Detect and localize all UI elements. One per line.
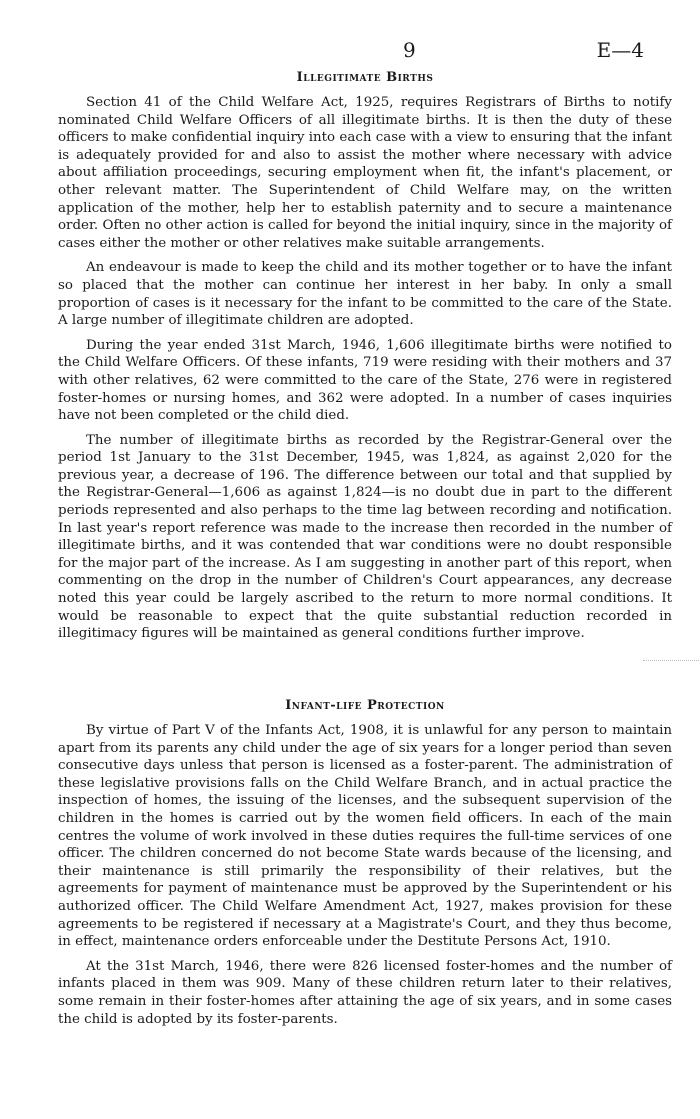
document-reference: E—4 — [596, 38, 644, 62]
paragraph: By virtue of Part V of the Infants Act, 1908, it is unlawful for any person to maintain apart from its parents any child under the age of six years for a longer period than seven consecutive days unless that person is licensed as a foster-parent. The administration of these legislative provisions falls on the Child Welfare Branch, and in actual practice the inspection of homes, the issuing of the licenses, and the subsequent supervision of the children in the homes is carried out by the women field officers. In each of the main centres the volume of work involved in these duties requires the full-time services of one officer. The children concerned do not become State wards because of the licensing, and their maintenance is still primarily the responsibility of their relatives, but the agreements for payment of maintenance must be approved by the Superintendent or his authorized officer. The Child Welfare Amendment Act, 1927, makes provision for these agreements to be registered if necessary at a Magistrate's Court, and they thus become, in effect, maintenance orders enforceable under the Destitute Persons Act, 1910. — [58, 723, 672, 950]
paragraph: During the year ended 31st March, 1946, 1,606 illegitimate births were notified to the Child Welfare Officers. Of these infants, 719 were residing with their mothers and 37 with other relatives, 62 were committed to the care of the State, 276 were in registered foster-homes or nursing homes, and 362 were adopted. In a number of cases inquiries have not been completed or the child died. — [58, 337, 672, 424]
paragraph: The number of illegitimate births as recorded by the Registrar-General over the period 1st January to the 31st December, 1945, was 1,824, as against 2,020 for the previous year, a decrease of 196. The difference between our total and that supplied by the Registrar-General—1,606 as against 1,824—is no doubt due in part to the different periods represented and also perhaps to the time lag between recording and notification. In last year's report reference was made to the increase then recorded in the number of illegitimate births, and it was contended that war conditions were no doubt responsible for the major part of the increase. As I am suggesting in another part of this report, when commenting on the drop in the number of Children's Court appearances, any decrease noted this year could be largely ascribed to the return to more normal conditions. It would be reasonable to expect that the quite substantial reduction recorded in illegitimacy figures will be maintained as general conditions further improve. — [58, 432, 672, 642]
paragraph: At the 31st March, 1946, there were 826 licensed foster-homes and the number of infants placed in them was 909. Many of these children return later to their relatives, some remain in their foster-homes after attaining the age of six years, and in some cases the child is adopted by its foster-parents. — [58, 958, 672, 1027]
section-title-illegitimate-births: Illegitimate Births — [296, 70, 434, 85]
paragraph: Section 41 of the Child Welfare Act, 1925, requires Registrars of Births to notify nominated Child Welfare Officers of all illegitimate births. It is then the duty of these officers to make confidential inquiry into each case with a view to ensuring that the infant is adequately provided for and also to assist the mother where necessary with advice about affiliation proceedings, securing employment when fit, the infant's placement, or other relevant matter. The Superintendent of Child Welfare may, on the written application of the mother, help her to establish paternity and to secure a maintenance order. Often no other action is called for beyond the initial inquiry, since in the majority of cases either the mother or other relatives make suitable arrangements. — [58, 95, 672, 251]
section-body-infant-life-protection — [58, 722, 672, 1035]
section-divider — [643, 660, 700, 661]
section-title-infant-life-protection: Infant-life Protection — [285, 698, 445, 713]
page-number: 9 — [403, 38, 416, 62]
section-body-illegitimate-births — [58, 94, 672, 650]
paragraph: An endeavour is made to keep the child and its mother together or to have the infant so placed that the mother can continue her interest in her baby. In only a small proportion of cases is it necessary for the infant to be committed to the care of the State. A large number of illegitimate children are adopted. — [58, 260, 672, 329]
